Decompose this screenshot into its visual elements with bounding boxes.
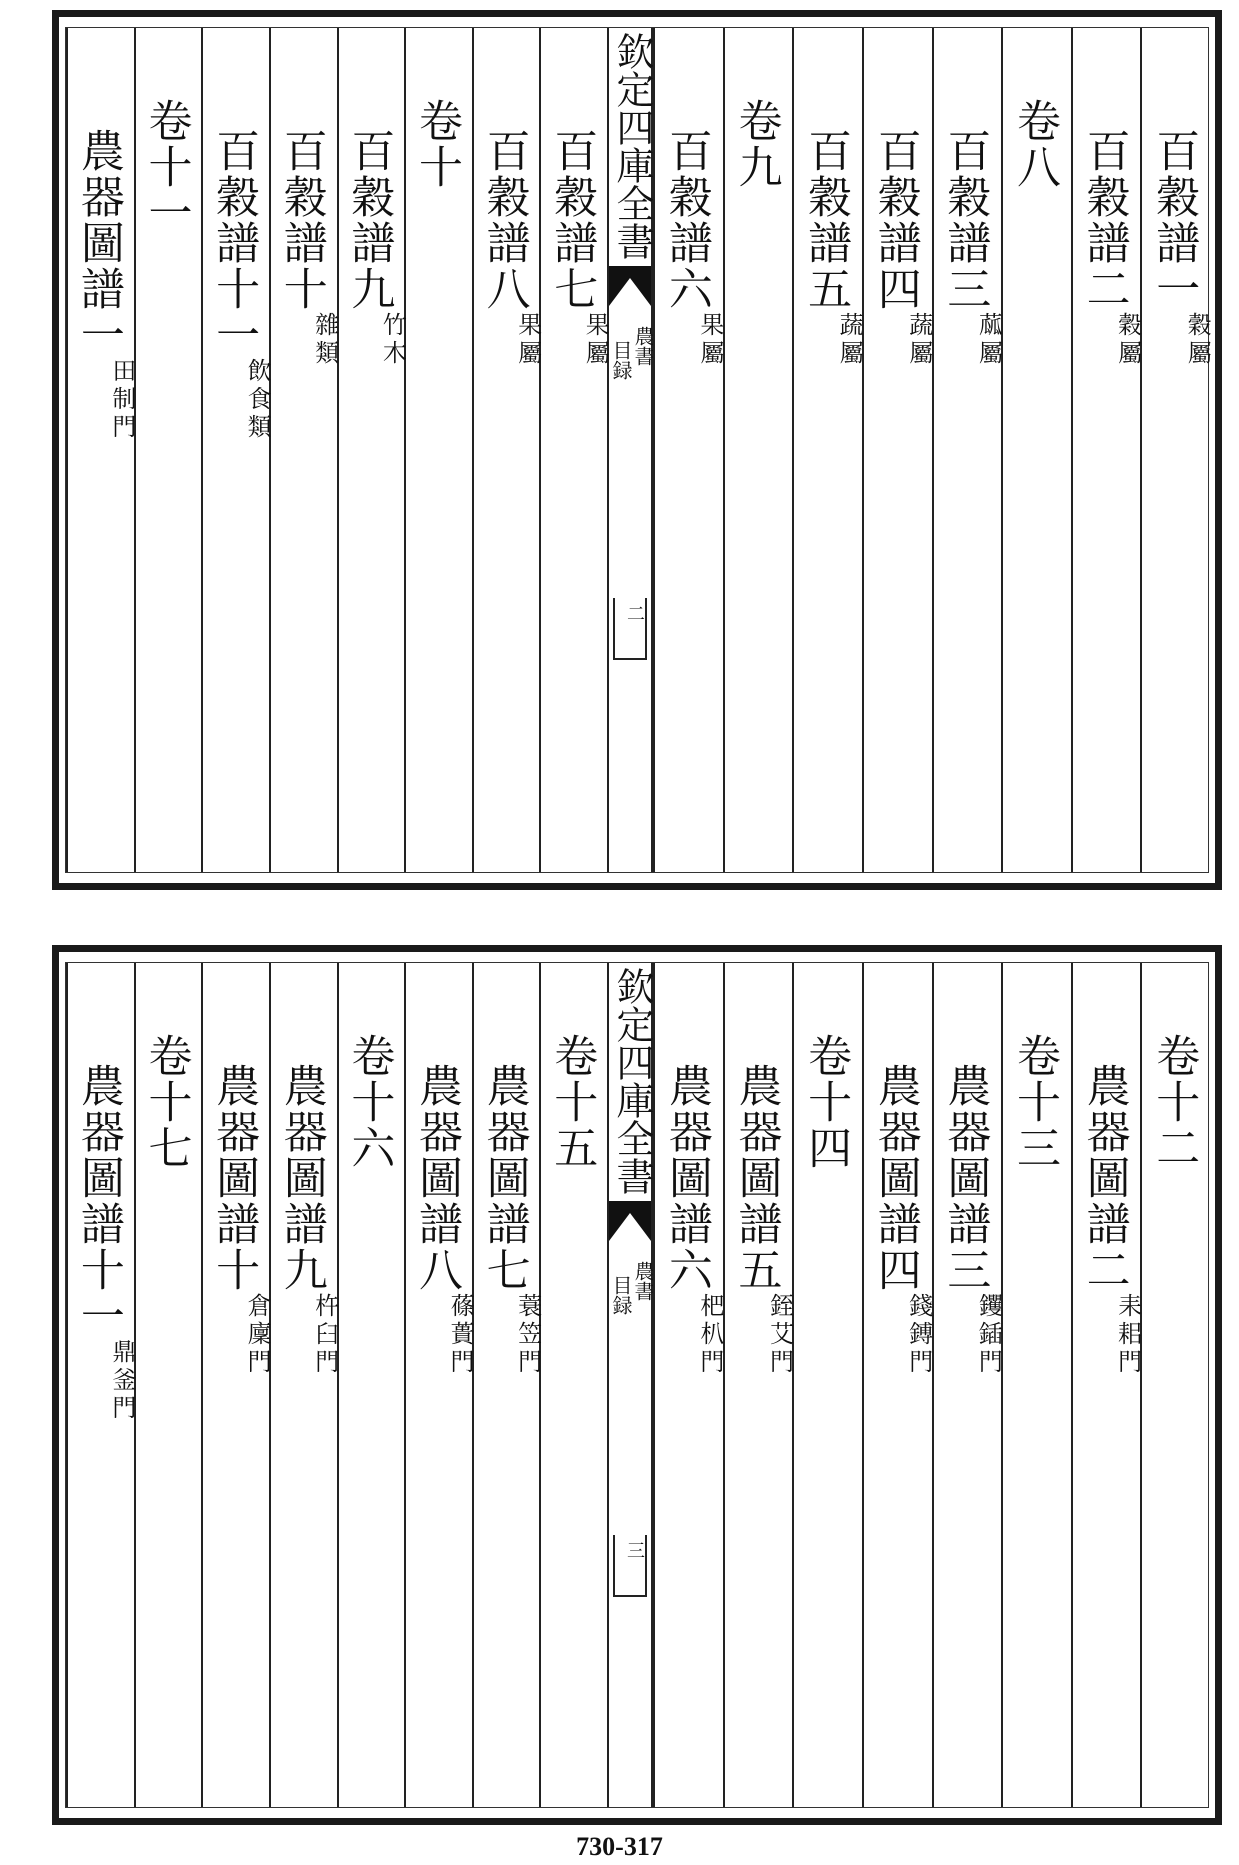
volume-heading: 卷十七 bbox=[140, 1033, 192, 1171]
volume-heading: 卷十一 bbox=[140, 98, 192, 236]
chapter-title: 農器圖譜一 bbox=[72, 128, 124, 358]
text-column bbox=[932, 963, 1002, 1807]
text-column bbox=[1071, 963, 1141, 1807]
text-column bbox=[472, 28, 540, 872]
text-column bbox=[201, 28, 272, 872]
text-column bbox=[201, 963, 272, 1807]
text-column bbox=[134, 28, 202, 872]
chapter-title: 百穀譜八 bbox=[478, 128, 530, 312]
chapter-note: 杵臼門 bbox=[310, 1293, 339, 1377]
chapter-title: 百穀譜五 bbox=[800, 128, 852, 312]
chapter-title: 農器圖譜四 bbox=[869, 1063, 921, 1293]
page-number: 三 bbox=[624, 1541, 645, 1559]
chapter-title: 農器圖譜二 bbox=[1078, 1063, 1130, 1293]
chapter-note: 果屬 bbox=[513, 312, 542, 368]
chapter-note: 钁鍤門 bbox=[974, 1293, 1003, 1377]
text-column bbox=[337, 28, 405, 872]
text-column bbox=[653, 963, 723, 1807]
chapter-title: 百穀譜九 bbox=[343, 128, 395, 312]
text-column bbox=[1140, 963, 1210, 1807]
text-column bbox=[66, 963, 134, 1807]
chapter-title: 百穀譜二 bbox=[1078, 128, 1130, 312]
chapter-note: 蔬屬 bbox=[835, 312, 864, 368]
chapter-note: 杷朳門 bbox=[695, 1293, 724, 1377]
text-column bbox=[404, 28, 472, 872]
chapter-note: 錢鎛門 bbox=[904, 1293, 933, 1377]
text-column bbox=[862, 963, 932, 1807]
center-book-name: 農書 bbox=[631, 1261, 655, 1301]
text-column bbox=[792, 963, 862, 1807]
chapter-title: 百穀譜十 bbox=[275, 128, 327, 312]
center-title: 欽定四庫全書 bbox=[610, 32, 654, 260]
text-column bbox=[723, 28, 793, 872]
text-column bbox=[1001, 28, 1071, 872]
chapter-title: 農器圖譜十一 bbox=[72, 1063, 124, 1339]
text-column bbox=[653, 28, 723, 872]
volume-heading: 卷八 bbox=[1008, 98, 1060, 190]
chapter-note: 果屬 bbox=[581, 312, 610, 368]
text-column bbox=[1071, 28, 1141, 872]
text-column bbox=[862, 28, 932, 872]
center-section-name: 目録 bbox=[609, 1275, 633, 1315]
chapter-note: 田制門 bbox=[107, 358, 136, 442]
chapter-note: 雜類 bbox=[310, 312, 339, 368]
chapter-note: 飲食類 bbox=[243, 358, 272, 442]
chapter-note: 銍艾門 bbox=[765, 1293, 794, 1377]
top-page-frame bbox=[65, 27, 1212, 873]
center-title: 欽定四庫全書 bbox=[610, 967, 654, 1195]
chapter-note: 鼎釜門 bbox=[107, 1339, 136, 1423]
text-column bbox=[792, 28, 862, 872]
chapter-title: 農器圖譜八 bbox=[410, 1063, 462, 1293]
center-section-name: 目録 bbox=[609, 340, 633, 380]
chapter-title: 百穀譜三 bbox=[939, 128, 991, 312]
text-column bbox=[269, 28, 337, 872]
center-fold-column bbox=[607, 28, 653, 872]
bottom-page-frame bbox=[65, 962, 1209, 1808]
volume-heading: 卷十六 bbox=[343, 1033, 395, 1171]
volume-heading: 卷十 bbox=[410, 98, 462, 190]
volume-heading: 卷十二 bbox=[1148, 1033, 1200, 1171]
text-column bbox=[539, 963, 607, 1807]
chapter-title: 百穀譜一 bbox=[1148, 128, 1200, 312]
bottom-page bbox=[52, 945, 1222, 1825]
chapter-note: 穀屬 bbox=[1113, 312, 1142, 368]
chapter-note: 蓑笠門 bbox=[513, 1293, 542, 1377]
text-column bbox=[723, 963, 793, 1807]
chapter-title: 農器圖譜三 bbox=[939, 1063, 991, 1293]
volume-heading: 卷九 bbox=[730, 98, 782, 190]
text-column bbox=[337, 963, 405, 1807]
chapter-title: 百穀譜六 bbox=[660, 128, 712, 312]
page-number-box bbox=[613, 598, 647, 660]
chapter-title: 百穀譜七 bbox=[546, 128, 598, 312]
chapter-title: 農器圖譜五 bbox=[730, 1063, 782, 1293]
page-number-box bbox=[613, 1535, 647, 1597]
page-footer-number: 730-317 bbox=[576, 1832, 663, 1861]
center-book-name: 農書 bbox=[631, 326, 655, 366]
chapter-title: 百穀譜十一 bbox=[208, 128, 260, 358]
text-column bbox=[472, 963, 540, 1807]
chapter-title: 農器圖譜七 bbox=[478, 1063, 530, 1293]
fishtail-mark bbox=[609, 266, 651, 306]
center-fold-column bbox=[607, 963, 653, 1807]
chapter-note: 穀屬 bbox=[1183, 312, 1212, 368]
chapter-title: 農器圖譜六 bbox=[660, 1063, 712, 1293]
text-column bbox=[539, 28, 610, 872]
chapter-note: 倉廩門 bbox=[243, 1293, 272, 1377]
chapter-note: 竹木 bbox=[378, 312, 407, 368]
chapter-note: 果屬 bbox=[695, 312, 724, 368]
chapter-note: 蔬屬 bbox=[904, 312, 933, 368]
volume-heading: 卷十五 bbox=[546, 1033, 598, 1171]
page-number: 二 bbox=[624, 604, 645, 622]
volume-heading: 卷十三 bbox=[1008, 1033, 1060, 1171]
text-column bbox=[134, 963, 202, 1807]
volume-heading: 卷十四 bbox=[800, 1033, 852, 1171]
text-column bbox=[404, 963, 472, 1807]
chapter-note: 蓏屬 bbox=[974, 312, 1003, 368]
fishtail-mark bbox=[609, 1201, 651, 1241]
text-column bbox=[66, 28, 134, 872]
top-page bbox=[52, 10, 1222, 890]
chapter-note: 耒耜門 bbox=[1113, 1293, 1142, 1377]
text-column bbox=[269, 963, 337, 1807]
chapter-title: 百穀譜四 bbox=[869, 128, 921, 312]
chapter-note: 蓧蕢門 bbox=[445, 1293, 474, 1377]
text-column bbox=[1001, 963, 1071, 1807]
chapter-title: 農器圖譜十 bbox=[208, 1063, 260, 1293]
text-column bbox=[932, 28, 1002, 872]
chapter-title: 農器圖譜九 bbox=[275, 1063, 327, 1293]
text-column bbox=[1140, 28, 1210, 872]
